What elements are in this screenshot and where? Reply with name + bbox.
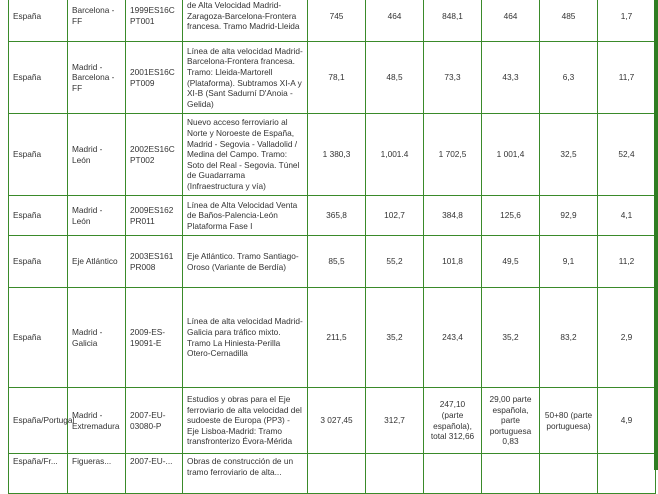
cell-code: 1999ES16C PT001	[126, 0, 183, 42]
table-row	[9, 454, 656, 494]
cell-value-6: 11,2	[598, 236, 656, 288]
cell-description: Línea de alta velocidad Madrid-Barcelona-Frontera francesa. Tramo: Lleida-Martorell (Plataforma). Subtramos XI-A y XI-B (Sant Sadurní D'Anoia - Gelida)	[183, 42, 308, 114]
cell-country: España	[9, 236, 68, 288]
table-row	[9, 236, 656, 288]
cell-value-1	[308, 454, 366, 494]
cell-value-3: 101,8	[424, 236, 482, 288]
cell-value-4: 1 001,4	[482, 114, 540, 196]
cell-axis: Madrid - Barcelona - FF	[68, 42, 126, 114]
table-row	[9, 196, 656, 236]
cell-value-2: 1,001.4	[366, 114, 424, 196]
cell-axis: Madrid - León	[68, 196, 126, 236]
cell-value-1: 3 027,45	[308, 388, 366, 454]
table-row	[9, 288, 656, 388]
cell-description: Eje Atlántico. Tramo Santiago-Oroso (Variante de Berdía)	[183, 236, 308, 288]
cell-value-3: 1 702,5	[424, 114, 482, 196]
cell-value-6: 4,9	[598, 388, 656, 454]
cell-description: Línea de alta velocidad Madrid-Galicia para tráfico mixto. Tramo La Hiniesta-Perilla Otero-Cernadilla	[183, 288, 308, 388]
cell-value-3: 247,10 (parte española), total 312,66	[424, 388, 482, 454]
cell-value-5: 485	[540, 0, 598, 42]
cell-value-5: 6,3	[540, 42, 598, 114]
cell-code: 2001ES16C PT009	[126, 42, 183, 114]
cell-code: 2007-EU-03080-P	[126, 388, 183, 454]
cell-axis: Figueras...	[68, 454, 126, 494]
cell-description: Nuevo acceso ferroviario al Norte y Noroeste de España, Madrid - Segovia - Valladolid / Medina del Campo. Tramo: Soto del Real - Segovia. Túnel de Guadarrama (Infraestructura y vía)	[183, 114, 308, 196]
cell-value-3: 384,8	[424, 196, 482, 236]
cell-axis: Madrid - Extremadura	[68, 388, 126, 454]
cell-value-2: 312,7	[366, 388, 424, 454]
cell-value-6: 2,9	[598, 288, 656, 388]
cell-value-2: 55,2	[366, 236, 424, 288]
cell-description: Estudios y obras para el Eje ferroviario de alta velocidad del sudoeste de Europa (PP3) - Eje Lisboa-Madrid: Tramo transfronterizo Évora-Mérida	[183, 388, 308, 454]
cell-code: 2003ES161 PR008	[126, 236, 183, 288]
cell-country: España	[9, 288, 68, 388]
table-row	[9, 0, 656, 42]
cell-value-1: 211,5	[308, 288, 366, 388]
cell-code: 2009ES162 PR011	[126, 196, 183, 236]
cell-country: España	[9, 114, 68, 196]
cell-value-4: 49,5	[482, 236, 540, 288]
cell-axis: Madrid - Galicia	[68, 288, 126, 388]
cell-value-1: 85,5	[308, 236, 366, 288]
cell-axis: Barcelona - FF	[68, 0, 126, 42]
cell-value-2: 48,5	[366, 42, 424, 114]
cell-value-4: 35,2	[482, 288, 540, 388]
cell-value-5: 32,5	[540, 114, 598, 196]
cell-value-1: 78,1	[308, 42, 366, 114]
table-row	[9, 388, 656, 454]
cell-value-1: 365,8	[308, 196, 366, 236]
scrollbar-edge[interactable]	[654, 0, 658, 470]
cell-value-1: 1 380,3	[308, 114, 366, 196]
table-row	[9, 42, 656, 114]
cell-value-2: 102,7	[366, 196, 424, 236]
cell-axis: Madrid - León	[68, 114, 126, 196]
cell-value-2	[366, 454, 424, 494]
cell-value-2: 464	[366, 0, 424, 42]
cell-value-4	[482, 454, 540, 494]
cell-value-5: 83,2	[540, 288, 598, 388]
cell-description: Línea de Alta Velocidad Venta de Baños-Palencia-León Plataforma Fase I	[183, 196, 308, 236]
cell-value-6: 1,7	[598, 0, 656, 42]
cell-value-6: 52,4	[598, 114, 656, 196]
cell-description: de Alta Velocidad Madrid-Zaragoza-Barcelona-Frontera francesa. Tramo Madrid-Lleida	[183, 0, 308, 42]
cell-value-6: 4,1	[598, 196, 656, 236]
cell-country: España/Portugal	[9, 388, 68, 454]
table-row	[9, 114, 656, 196]
cell-code: 2009-ES-19091-E	[126, 288, 183, 388]
cell-value-4: 125,6	[482, 196, 540, 236]
cell-country: España/Fr...	[9, 454, 68, 494]
cell-value-5	[540, 454, 598, 494]
cell-country: España	[9, 196, 68, 236]
cell-value-3	[424, 454, 482, 494]
cell-code: 2007-EU-...	[126, 454, 183, 494]
cell-value-4: 43,3	[482, 42, 540, 114]
cell-value-6	[598, 454, 656, 494]
cell-value-6: 11,7	[598, 42, 656, 114]
cell-axis: Eje Atlántico	[68, 236, 126, 288]
cell-value-3: 243,4	[424, 288, 482, 388]
cell-value-3: 848,1	[424, 0, 482, 42]
cell-value-4: 29,00 parte española, parte portuguesa 0,83	[482, 388, 540, 454]
cell-code: 2002ES16C PT002	[126, 114, 183, 196]
cell-value-2: 35,2	[366, 288, 424, 388]
cell-value-5: 9,1	[540, 236, 598, 288]
cell-value-5: 92,9	[540, 196, 598, 236]
cell-description: Obras de construcción de un tramo ferroviario de alta...	[183, 454, 308, 494]
cell-value-4: 464	[482, 0, 540, 42]
cell-country: España	[9, 0, 68, 42]
projects-table	[8, 0, 656, 494]
cell-value-3: 73,3	[424, 42, 482, 114]
cell-value-5: 50+80 (parte portuguesa)	[540, 388, 598, 454]
cell-country: España	[9, 42, 68, 114]
cell-value-1: 745	[308, 0, 366, 42]
